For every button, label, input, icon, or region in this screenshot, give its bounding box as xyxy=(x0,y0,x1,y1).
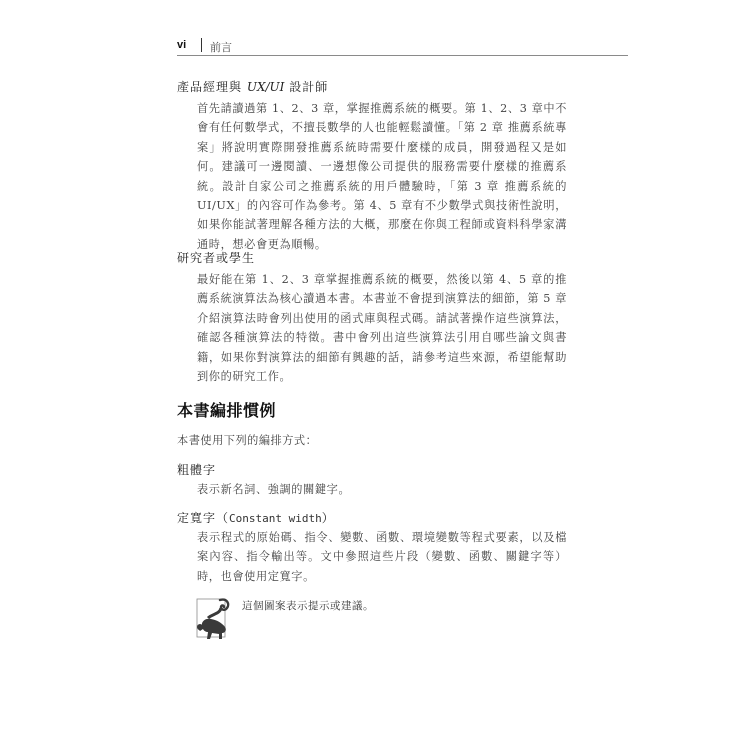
audience-body-pm-designer: 首先請讀過第 1、2、3 章，掌握推薦系統的概要。第 1、2、3 章中不會有任何數學式，不擅長數學的人也能輕鬆讀懂。「第 2 章 推薦系統專案」將說明實際開發推薦系統時需要什麼樣的成員，開發過程又是如何。建議可一邊閱讀、一邊想像公司提供的服務需要什麼樣的推薦系統。設計自家公司之推薦系統的用戶體驗時，「第 3 章 推薦系統的 UI/UX」的內容可作為參考。第 4、5 章有不少數學式與技術性說明，如果你能試著理解各種方法的大概，那麼在你與工程師或資料科學家溝通時，想必會更為順暢。 xyxy=(197,102,567,251)
audience-term-researcher: 研究者或學生 xyxy=(177,251,256,265)
convention-term-constant-width xyxy=(177,509,335,526)
term-text: 設計師 xyxy=(284,80,329,94)
tip-note xyxy=(196,596,596,656)
conventions-intro: 本書使用下列的編排方式： xyxy=(177,434,318,447)
convention-term-bold: 粗體字 xyxy=(177,463,217,477)
section-heading-conventions: 本書編排慣例 xyxy=(177,401,277,420)
convention-body-constant-width: 表示程式的原始碼、指令、變數、函數、環境變數等程式要素，以及檔案內容、指令輸出等。文中參照這些片段（變數、函數、關鍵字等）時，也會使用定寬字。 xyxy=(197,531,567,583)
tip-text: 這個圖案表示提示或建議。 xyxy=(242,600,374,612)
term-english: UX/UI xyxy=(246,80,285,94)
audience-body-researcher: 最好能在第 1、2、3 章掌握推薦系統的概要，然後以第 4、5 章的推薦系統演算法為核心讀過本書。本書並不會提到演算法的細節，第 5 章介紹演算法時會列出使用的函式庫與程式碼。請試著操作這些演算法，確認各種演算法的特徵。書中會列出這些演算法引用自哪些論文與書籍，如果你對演算法的細節有興趣的話，請參考這些來源，希望能幫助到你的研究工作。 xyxy=(197,273,567,384)
chapter-title: 前言 xyxy=(210,41,232,54)
term-text: ） xyxy=(321,511,335,525)
term-mono: Constant width xyxy=(229,512,322,525)
lemur-tip-icon xyxy=(196,596,232,642)
page-number: vi xyxy=(177,39,187,51)
page-header xyxy=(177,38,628,56)
convention-body-bold: 表示新名詞、強調的關鍵字。 xyxy=(197,483,351,496)
header-separator xyxy=(201,38,202,52)
audience-term-pm-designer xyxy=(177,78,328,95)
term-text: 產品經理與 xyxy=(177,80,247,94)
term-text: 定寬字（ xyxy=(177,511,230,525)
